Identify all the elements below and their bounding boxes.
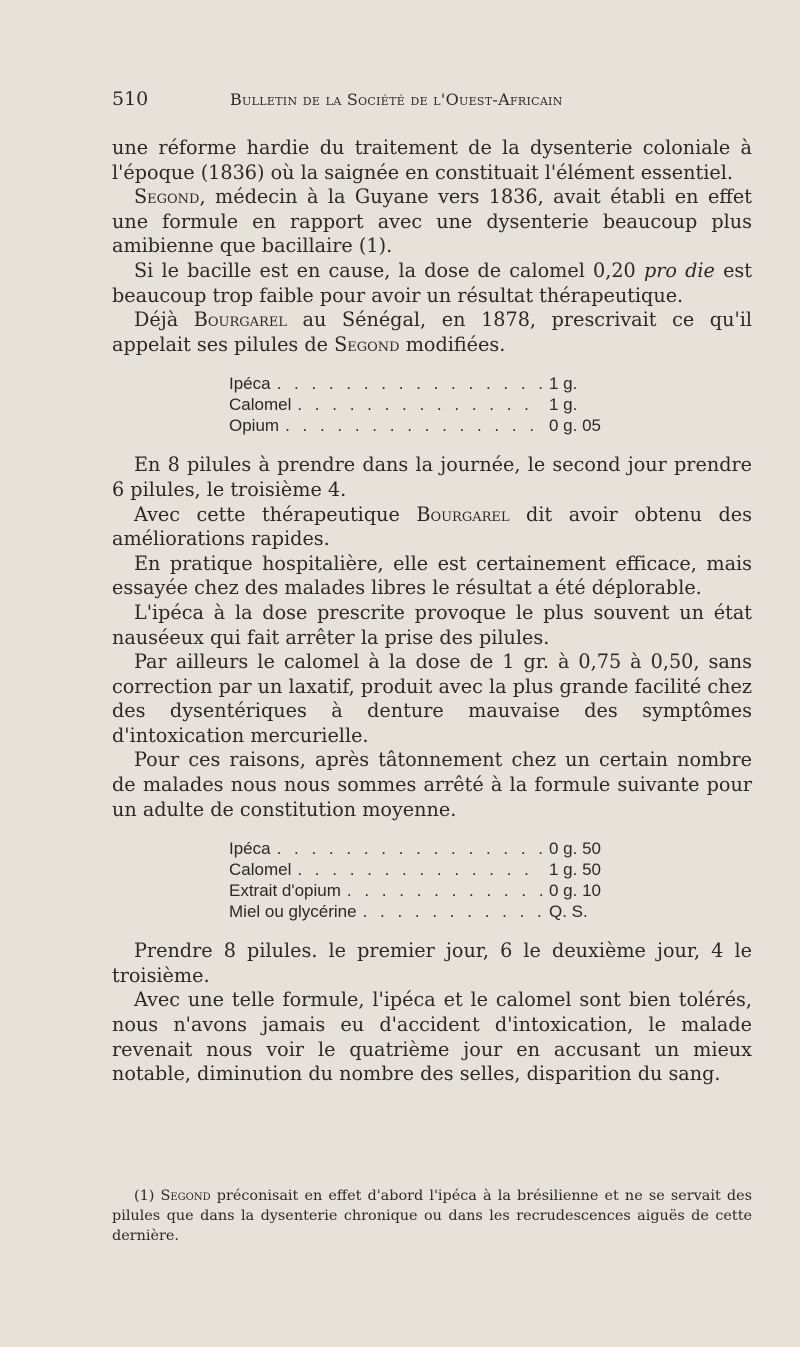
paragraph-text: dit avoir obtenu des améliorations rapides. [112,502,752,551]
prescription-row [229,880,629,901]
body-text [112,136,752,1087]
author-name: Bourgarel [193,308,287,332]
ingredient-dose: 1 g. [549,395,578,415]
ingredient-dose: 0 g. 05 [549,416,601,436]
prescription-row [229,415,629,436]
paragraph [112,601,752,650]
ingredient-name: Ipéca [229,374,271,394]
paragraph [112,552,752,601]
paragraph [112,185,752,259]
latin-term: pro die [643,258,715,282]
ingredient-dose: Q. S. [549,902,588,922]
prescription-row [229,901,629,922]
footnote [112,1186,752,1246]
footnote-text: préconisait en effet d'abord l'ipéca à la brésilienne et ne se servait des pilules que dans la dysenterie chronique ou dans les recrudescences aiguës de cette dernière. [112,1188,752,1244]
paragraph-text: une réforme hardie du traitement de la dysenterie coloniale à l'époque (1836) où la saignée en constituait l'élément essentiel. [112,136,752,184]
paragraph [112,939,752,988]
paragraph-text: En 8 pilules à prendre dans la journée, le second jour prendre 6 pilules, le troisième 4. [112,453,752,501]
ingredient-dose: 1 g. [549,374,578,394]
page-header [112,88,642,118]
prescription-row [229,859,629,880]
paragraph-text: au Sénégal, en 1878, prescrivait ce qu'il appelait ses pilules de [112,308,752,356]
author-name: Segond [160,1188,211,1204]
ingredient-name: Ipéca [229,839,271,859]
dot-leader [277,373,543,394]
ingredient-name: Miel ou glycérine [229,902,357,922]
paragraph [112,453,752,502]
author-name: Segond [134,185,200,209]
ingredient-name: Calomel [229,395,292,415]
paragraph-text: Déjà [134,308,194,332]
prescription-2 [229,838,629,922]
paragraph [112,136,752,185]
author-name: Segond [334,332,400,356]
paragraph [112,503,752,552]
dot-leader [297,859,543,880]
ingredient-dose: 0 g. 50 [549,839,601,859]
ingredient-name: Opium [229,416,280,436]
paragraph-text: Par ailleurs le calomel à la dose de 1 gr. à 0,75 à 0,50, sans correction par un laxatif, produit avec la plus grande facilité chez des dysentériques à denture mauvaise des symptômes d'intoxication mercurielle. [112,650,752,747]
author-name: Bourgarel [416,502,510,526]
paragraph-text: Avec une telle formule, l'ipéca et le calomel sont bien tolérés, nous n'avons jamais eu d'accident d'intoxication, le malade revenait nous voir le quatrième jour en accusant un mieux notable, diminution du nombre des selles, disparition du sang. [112,988,752,1086]
paragraph-text: En pratique hospitalière, elle est certainement efficace, mais essayée chez des malades libres le résultat a été déplorable. [112,551,752,600]
dot-leader [347,880,543,901]
paragraph [112,748,752,822]
paragraph [112,308,752,357]
page-number: 510 [112,88,149,110]
dot-leader [363,901,543,922]
ingredient-name: Extrait d'opium [229,881,341,901]
dot-leader [297,394,543,415]
paragraph [112,259,752,308]
ingredient-dose: 1 g. 50 [549,860,601,880]
paragraph-text: Pour ces raisons, après tâtonnement chez un certain nombre de malades nous nous sommes arrêté à la formule suivante pour un adulte de constitution moyenne. [112,748,752,821]
paragraph-text: est beaucoup trop faible pour avoir un résultat thérapeutique. [112,258,752,307]
paragraph-text: modifiées. [399,332,506,356]
paragraph [112,650,752,748]
ingredient-name: Calomel [229,860,292,880]
dot-leader [277,838,543,859]
prescription-row [229,394,629,415]
paragraph [112,988,752,1086]
prescription-row [229,373,629,394]
ingredient-dose: 0 g. 10 [549,881,601,901]
paragraph-text: Si le bacille est en cause, la dose de calomel 0,20 [134,258,644,282]
paragraph-text: Prendre 8 pilules. le premier jour, 6 le deuxième jour, 4 le troisième. [112,939,752,987]
paragraph-text: Avec cette thérapeutique [134,502,417,526]
prescription-row [229,838,629,859]
footnote-marker: (1) [134,1188,161,1204]
prescription-1 [229,373,629,436]
paragraph-text: , médecin à la Guyane vers 1836, avait établi en effet une formule en rapport avec une dysenterie beaucoup plus amibienne que bacillaire (1). [112,185,752,258]
paragraph-text: L'ipéca à la dose prescrite provoque le plus souvent un état nauséeux qui fait arrêter la prise des pilules. [112,600,752,649]
running-title: Bulletin de la Société de l'Ouest-Africain [230,90,563,109]
dot-leader [285,415,543,436]
